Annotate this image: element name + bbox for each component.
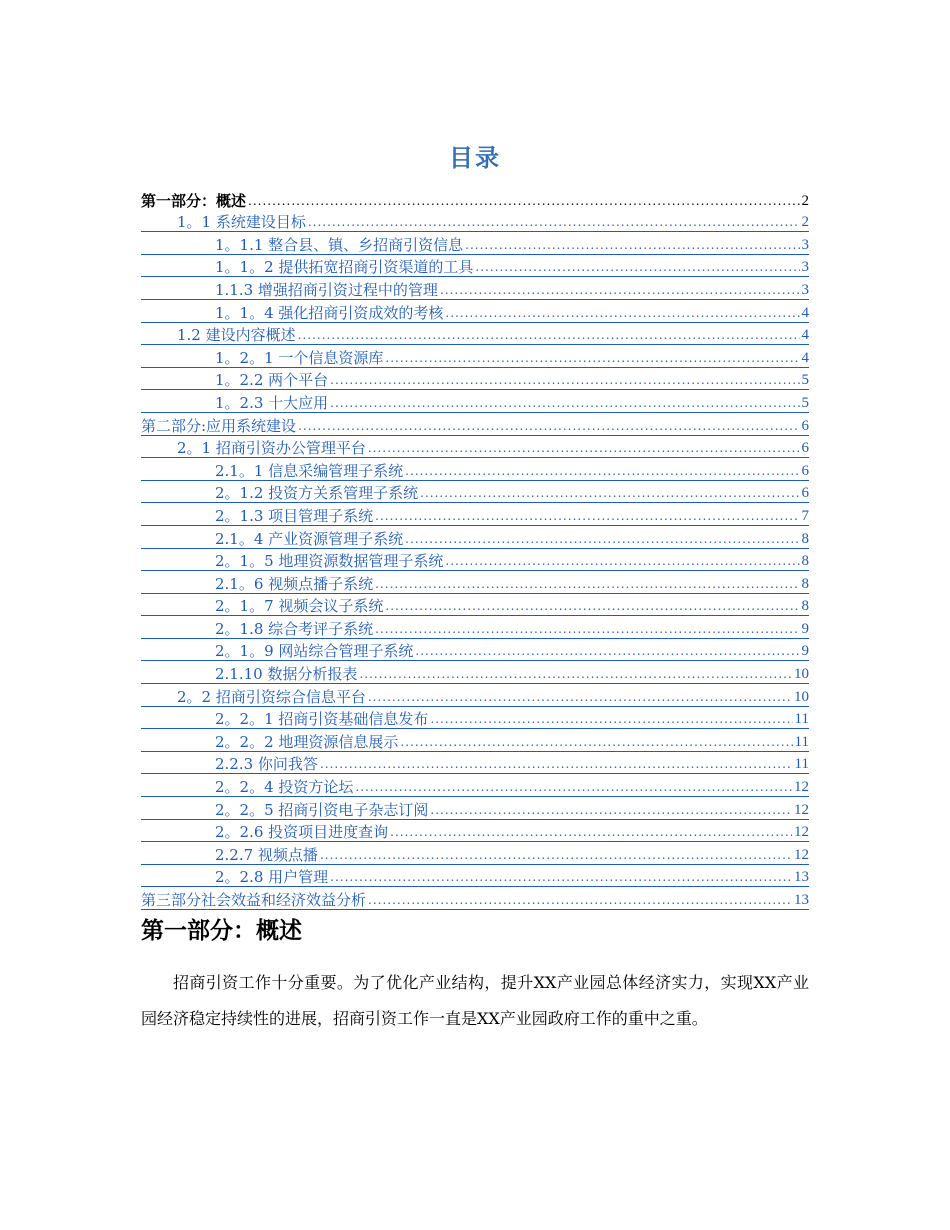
toc-entry[interactable] (141, 368, 809, 391)
toc-dot-leader (420, 484, 799, 502)
toc-title: 目录 (449, 144, 501, 172)
toc-page-number: 13 (794, 892, 809, 908)
toc-entry[interactable] (141, 616, 809, 639)
toc-entry-title: 2。1。5 地理资源数据管理子系统 (215, 552, 444, 571)
toc-entry-title: 2。2。4 投资方论坛 (215, 778, 354, 797)
toc-entry[interactable] (141, 752, 809, 775)
toc-entry[interactable] (141, 300, 809, 323)
toc-entry-title: 2。1.3 项目管理子系统 (215, 506, 374, 525)
toc-page-number: 4 (801, 304, 809, 321)
toc-entry[interactable] (141, 526, 809, 549)
toc-entry[interactable] (141, 255, 809, 278)
toc-entry-title: 2。1。7 视频会议子系统 (215, 597, 384, 616)
toc-page-number: 6 (801, 417, 809, 434)
toc-page-number: 8 (801, 575, 809, 592)
toc-dot-leader (385, 349, 799, 367)
toc-entry[interactable] (141, 549, 809, 572)
toc-page-number: 8 (801, 530, 809, 547)
toc-entry[interactable] (141, 820, 809, 843)
toc-entry-title: 2。1。9 网站综合管理子系统 (215, 642, 414, 661)
toc-page-number: 4 (801, 327, 809, 344)
toc-page-number: 3 (801, 259, 809, 276)
toc-dot-leader (405, 462, 799, 480)
toc-dot-leader (298, 417, 799, 435)
toc-entry[interactable] (141, 774, 809, 797)
toc-entry-title: 2。2。5 招商引资电子杂志订阅 (215, 800, 429, 819)
toc-entry-title: 2.1。1 信息采编管理子系统 (215, 461, 404, 480)
toc-entry-title: 2。2 招商引资综合信息平台 (177, 687, 366, 706)
toc-page-number: 9 (801, 620, 809, 637)
toc-page-number: 5 (801, 394, 809, 411)
toc-page-number: 5 (801, 372, 809, 389)
toc-dot-leader (405, 530, 799, 548)
toc-entry[interactable] (141, 210, 809, 233)
toc-entry[interactable] (141, 390, 809, 413)
toc-dot-leader (368, 439, 800, 457)
toc-entry[interactable] (141, 865, 809, 888)
toc-dot-leader (430, 801, 792, 819)
toc-entry-title: 第三部分社会效益和经济效益分析 (141, 891, 367, 909)
toc-entry-title: 2。2.8 用户管理 (215, 868, 329, 887)
toc-entry[interactable] (141, 684, 809, 707)
toc-entry-title: 2。1.8 综合考评子系统 (215, 619, 374, 638)
toc-entry-title: 2.2.3 你问我答 (215, 755, 318, 774)
toc-entry[interactable] (141, 436, 809, 459)
toc-page-number: 3 (801, 281, 809, 298)
toc-dot-leader (355, 778, 792, 796)
toc-page-number: 11 (794, 733, 809, 750)
toc-entry[interactable] (141, 639, 809, 662)
toc-entry-title: 1。1。2 提供拓宽招商引资渠道的工具 (215, 258, 474, 277)
toc-dot-leader (465, 236, 799, 254)
toc-page-number: 3 (801, 236, 809, 253)
toc-entry-title: 2。2.6 投资项目进度查询 (215, 823, 389, 842)
toc-page-number: 12 (794, 779, 809, 796)
toc-entry[interactable] (141, 277, 809, 300)
toc-page-number: 13 (794, 869, 809, 886)
toc-dot-leader (375, 620, 799, 638)
toc-dot-leader (320, 755, 793, 773)
toc-entry-title: 2。2。1 招商引资基础信息发布 (215, 710, 429, 729)
toc-dot-leader (390, 823, 792, 841)
toc-dot-leader (445, 304, 799, 322)
toc-entry[interactable] (141, 797, 809, 820)
toc-entry[interactable] (141, 842, 809, 865)
toc-page-number: 6 (801, 462, 809, 479)
toc-page-number: 12 (794, 824, 809, 841)
toc-entry-title: 2.1。6 视频点播子系统 (215, 574, 374, 593)
toc-entry[interactable] (141, 887, 809, 910)
toc-dot-leader (248, 192, 799, 210)
toc-entry[interactable] (141, 571, 809, 594)
toc-page-number: 7 (801, 507, 809, 524)
toc-dot-leader (368, 891, 792, 909)
toc-page-number: 2 (801, 192, 809, 209)
toc-page-number: 12 (794, 801, 809, 818)
toc-dot-leader (475, 258, 799, 276)
toc-entry[interactable] (141, 503, 809, 526)
toc-page-number: 11 (794, 756, 809, 773)
toc-entry-title: 1。1。4 强化招商引资成效的考核 (215, 303, 444, 322)
toc-page-number: 12 (794, 846, 809, 863)
toc-dot-leader (298, 326, 800, 344)
toc-dot-leader (308, 213, 800, 231)
toc-entry-title: 1。1.1 整合县、镇、乡招商引资信息 (215, 235, 464, 254)
toc-dot-leader (375, 575, 799, 593)
toc-entry-title: 1.2 建设内容概述 (177, 326, 296, 345)
toc-dot-leader (400, 733, 792, 751)
toc-dot-leader (375, 507, 799, 525)
toc-entry-title: 第一部分：概述 (141, 191, 247, 210)
toc-dot-leader (385, 597, 799, 615)
toc-entry-title: 1.1.3 增强招商引资过程中的管理 (215, 280, 438, 299)
toc-entry[interactable] (141, 458, 809, 481)
toc-entry[interactable] (141, 345, 809, 368)
toc-dot-leader (415, 642, 799, 660)
toc-entry[interactable] (141, 661, 809, 684)
toc-page-number: 8 (801, 553, 809, 570)
toc-entry[interactable] (141, 707, 809, 730)
section-heading: 第一部分：概述 (141, 917, 302, 944)
toc-page-number: 10 (794, 666, 809, 683)
toc-page-number: 11 (794, 711, 809, 728)
toc-entry-title: 1。2.2 两个平台 (215, 371, 329, 390)
toc-page-number: 8 (801, 598, 809, 615)
toc-dot-leader (330, 868, 792, 886)
toc-page-number: 6 (801, 485, 809, 502)
toc-page-number: 4 (801, 349, 809, 366)
toc-entry[interactable] (141, 323, 809, 346)
toc-entry[interactable] (141, 232, 809, 255)
toc-entry-title: 1。1 系统建设目标 (177, 213, 306, 232)
toc-entry[interactable] (141, 729, 809, 752)
toc-dot-leader (445, 552, 799, 570)
toc-dot-leader (320, 846, 792, 864)
toc-dot-leader (330, 371, 799, 389)
toc-dot-leader (330, 394, 799, 412)
toc-entry-title: 2。2。2 地理资源信息展示 (215, 732, 399, 751)
toc-entry-title: 2.1。4 产业资源管理子系统 (215, 529, 404, 548)
table-of-contents (141, 187, 809, 910)
toc-page-number: 6 (801, 440, 809, 457)
toc-dot-leader (359, 665, 792, 683)
toc-page-number: 10 (794, 688, 809, 705)
toc-entry-title: 2。1.2 投资方关系管理子系统 (215, 484, 419, 503)
toc-entry-title: 2.1.10 数据分析报表 (215, 665, 358, 684)
toc-entry[interactable] (141, 594, 809, 617)
toc-dot-leader (430, 710, 792, 728)
toc-page-number: 2 (801, 214, 809, 231)
toc-entry-title: 2.2.7 视频点播 (215, 845, 318, 864)
toc-entry-title: 2。1 招商引资办公管理平台 (177, 439, 366, 458)
toc-dot-leader (440, 281, 800, 299)
body-paragraph: 招商引资工作十分重要。为了优化产业结构，提升XX产业园总体经济实力，实现XX产业园经济稳定持续性的进展，招商引资工作一直是XX产业园政府工作的重中之重。 (141, 973, 809, 1028)
toc-entry-title: 第二部分:应用系统建设 (141, 416, 297, 435)
toc-page-number: 9 (801, 643, 809, 660)
toc-entry[interactable] (141, 413, 809, 436)
toc-entry-title: 1。2.3 十大应用 (215, 393, 329, 412)
toc-entry (141, 187, 809, 210)
toc-entry-title: 1。2。1 一个信息资源库 (215, 348, 384, 367)
toc-entry[interactable] (141, 481, 809, 504)
toc-dot-leader (368, 688, 792, 706)
